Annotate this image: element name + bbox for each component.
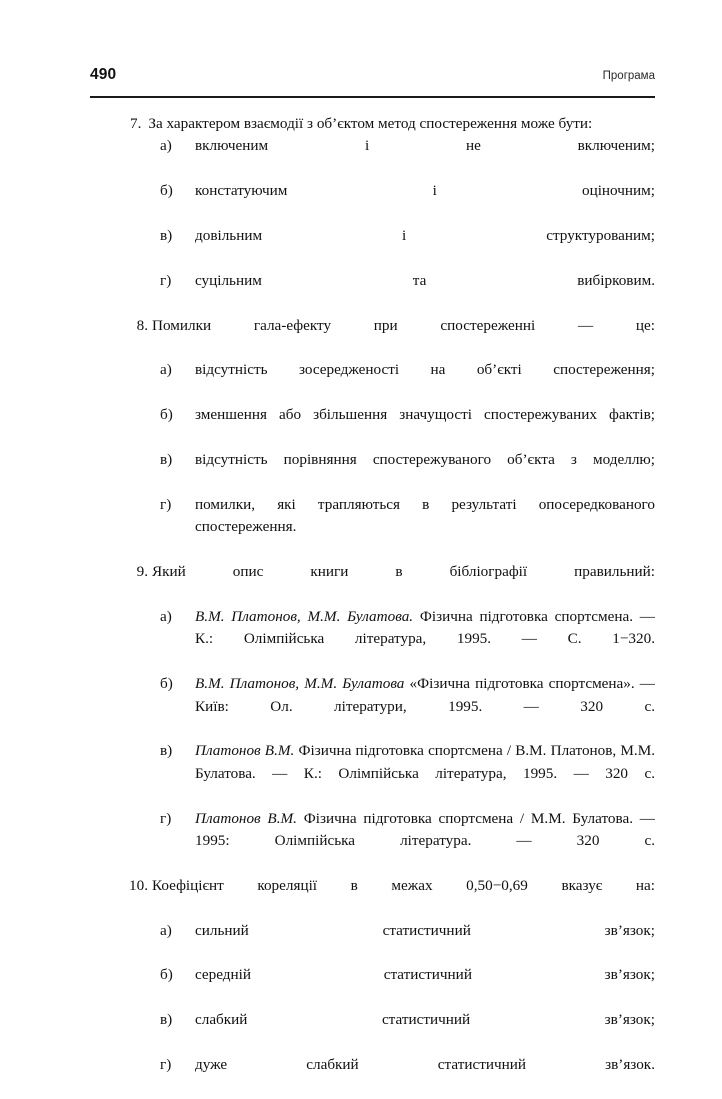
option-text: відсутність порівняння спостережуваного об’єкта з моделлю;	[195, 451, 655, 469]
question-stem-7	[90, 113, 655, 135]
question-text-7: За характером взаємодії з об’єктом метод спостереження може бути:	[148, 115, 593, 132]
option-7d	[90, 270, 655, 315]
option-8a	[90, 359, 655, 404]
option-text: слабкий статистичний зв’язок;	[195, 1011, 655, 1029]
option-7c	[90, 225, 655, 270]
option-9c	[90, 740, 655, 807]
option-text: дуже слабкий статистичний зв’язок.	[195, 1056, 655, 1074]
options-list-10	[90, 920, 655, 1099]
option-text: зменшення або збільшення значущості спостережуваних фактів;	[195, 406, 655, 424]
citation-author: Платонов В.М.	[195, 809, 297, 827]
option-letter: а)	[160, 361, 172, 379]
option-letter: в)	[160, 742, 173, 760]
question-number-8: 8.	[136, 316, 148, 334]
option-letter: а)	[160, 607, 172, 625]
option-10d	[90, 1054, 655, 1099]
option-text: довільним і структурованим;	[195, 227, 655, 245]
option-text: сильний статистичний зв’язок;	[195, 921, 655, 939]
option-9d	[90, 808, 655, 875]
question-number-10: 10.	[129, 876, 148, 894]
page-number: 490	[90, 66, 117, 83]
option-letter: г)	[160, 495, 172, 513]
question-stem-10	[90, 875, 655, 920]
option-letter: б)	[160, 966, 173, 984]
option-letter: г)	[160, 271, 172, 289]
option-text: суцільним та вибірковим.	[195, 271, 655, 289]
option-text	[195, 673, 655, 740]
question-stem-9	[90, 561, 655, 606]
running-title: Програма	[602, 70, 655, 82]
option-10a	[90, 920, 655, 965]
question-number-7: 7.	[130, 115, 142, 132]
options-list-7	[90, 135, 655, 314]
citation-body: Фізична підготовка спортсмена / М.М. Булатова. — 1995: Олімпійська література. — 320 с.	[195, 809, 655, 849]
option-10c	[90, 1009, 655, 1054]
option-10b	[90, 964, 655, 1009]
option-text	[195, 740, 655, 807]
citation-author: В.М. Платонов, М.М. Булатова.	[195, 607, 414, 625]
options-list-8	[90, 359, 655, 561]
options-list-9	[90, 606, 655, 875]
option-8b	[90, 404, 655, 449]
running-head	[90, 66, 655, 98]
option-text: помилки, які трапляються в результаті опосередкованого спостереження.	[195, 495, 655, 536]
option-letter: в)	[160, 451, 173, 469]
question-number-9: 9.	[136, 563, 148, 581]
option-text	[195, 808, 655, 875]
option-text: включеним і не включеним;	[195, 137, 655, 155]
option-letter: б)	[160, 675, 173, 693]
option-letter: г)	[160, 1056, 172, 1074]
option-letter: а)	[160, 137, 172, 155]
citation-body: «Фізична підготовка спортсмена». — Київ: Ол. літератури, 1995. — 320 с.	[195, 675, 655, 715]
question-text-9: Який опис книги в бібліографії правильний:	[152, 563, 655, 581]
body-column	[90, 113, 655, 1099]
option-9a	[90, 606, 655, 673]
option-letter: г)	[160, 809, 172, 827]
option-9b	[90, 673, 655, 740]
option-8d	[90, 494, 655, 561]
citation-author: Платонов В.М.	[195, 742, 295, 760]
option-7a	[90, 135, 655, 180]
option-7b	[90, 180, 655, 225]
citation-author: В.М. Платонов, М.М. Булатова	[195, 675, 405, 693]
option-text	[195, 606, 655, 673]
question-stem-8	[90, 315, 655, 360]
question-text-10: Коефіцієнт кореляції в межах 0,50−0,69 вказує на:	[152, 876, 655, 894]
option-text: констатуючим і оціночним;	[195, 182, 655, 200]
option-letter: в)	[160, 1011, 173, 1029]
option-letter: в)	[160, 227, 173, 245]
option-8c	[90, 449, 655, 494]
option-text: відсутність зосередженості на об’єкті спостереження;	[195, 361, 655, 379]
citation-body: Фізична підготовка спортсмена. — К.: Олімпійська література, 1995. — С. 1−320.	[195, 607, 655, 648]
option-letter: б)	[160, 182, 173, 200]
option-letter: а)	[160, 921, 172, 939]
option-letter: б)	[160, 406, 173, 424]
citation-body: Фізична підготовка спортсмена / В.М. Платонов, М.М. Булатова. — К.: Олімпійська література, 1995. — 320 с.	[195, 742, 655, 782]
question-text-8: Помилки гала-ефекту при спостереженні — це:	[152, 316, 655, 334]
option-text: середній статистичний зв’язок;	[195, 966, 655, 984]
